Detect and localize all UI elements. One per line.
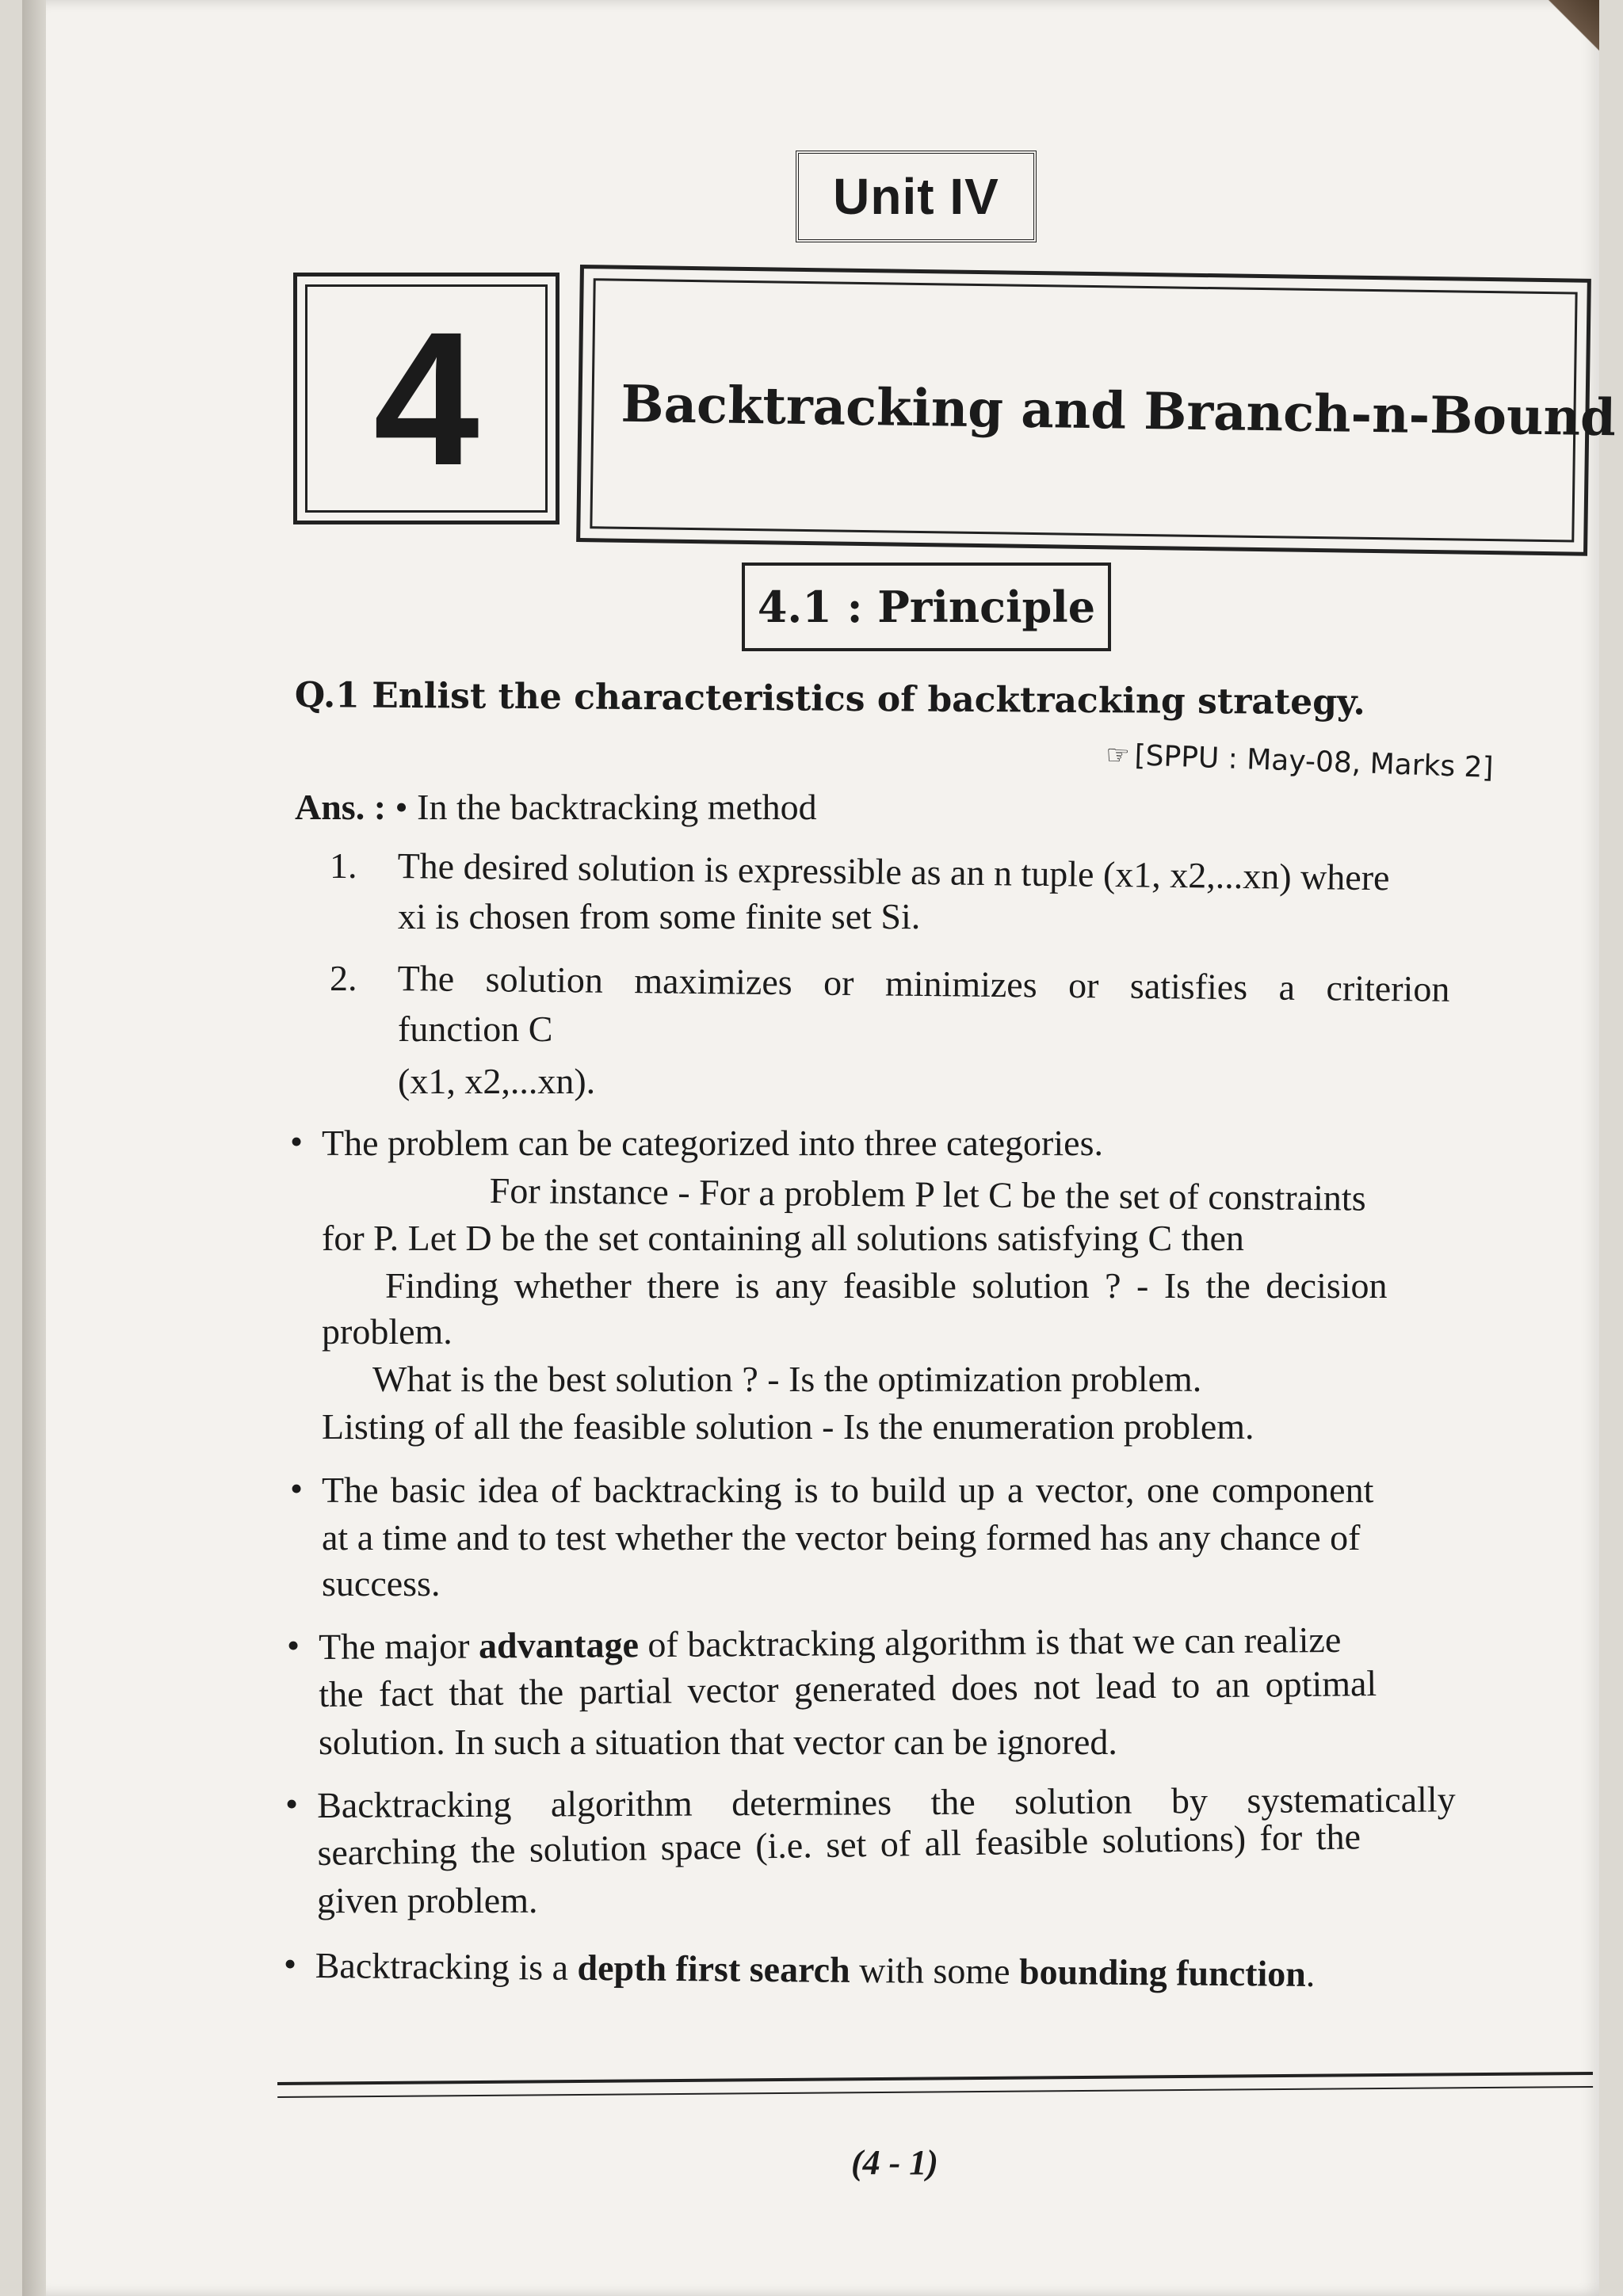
paragraph-line: problem. bbox=[322, 1311, 453, 1352]
paragraph-line: Listing of all the feasible solution - Is the enumeration problem. bbox=[322, 1406, 1254, 1447]
answer-intro-text: In the backtracking method bbox=[417, 787, 817, 827]
text-fragment: of backtracking algorithm is that we can realize bbox=[638, 1619, 1342, 1665]
book-cover-corner bbox=[1528, 0, 1599, 71]
answer-intro bbox=[295, 784, 817, 830]
pointing-hand-icon: ☞ bbox=[1105, 738, 1131, 772]
chapter-number-box bbox=[293, 273, 559, 524]
paragraph-line: searching the solution space (i.e. set of all feasible solutions) for the bbox=[317, 1816, 1361, 1873]
paragraph-line: Finding whether there is any feasible solution ? - Is the decision bbox=[385, 1265, 1388, 1306]
bullet-icon: • bbox=[287, 1625, 300, 1665]
paragraph-line: What is the best solution ? - Is the optimization problem. bbox=[372, 1359, 1202, 1399]
text-fragment: The major bbox=[319, 1625, 479, 1667]
paragraph-line: success. bbox=[322, 1563, 441, 1604]
paragraph-line bbox=[315, 1943, 1315, 1997]
question-text: Q.1 Enlist the characteristics of backtracking strategy. bbox=[294, 674, 1365, 723]
emphasis-text: bounding function bbox=[1018, 1951, 1307, 1994]
chapter-title-box bbox=[576, 265, 1617, 556]
chapter-number: 4 bbox=[305, 284, 548, 513]
answer-label: Ans. : bbox=[295, 787, 387, 827]
list-item-line: The desired solution is expressible as an n tuple (x1, x2,...xn) where bbox=[397, 845, 1390, 898]
section-heading: 4.1 : Principle bbox=[742, 563, 1111, 651]
text-fragment: Backtracking is a bbox=[315, 1945, 578, 1988]
paragraph-line: The basic idea of backtracking is to build up a vector, one component bbox=[322, 1470, 1374, 1510]
page-number: (4 - 1) bbox=[851, 2143, 938, 2182]
list-item-line: xi is chosen from some finite set Si. bbox=[398, 896, 921, 936]
paragraph-line: for P. Let D be the set containing all solutions satisfying C then bbox=[322, 1218, 1244, 1258]
paragraph-line: Backtracking algorithm determines the solution by systematically bbox=[317, 1779, 1456, 1825]
paragraph-line: the fact that the partial vector generated does not lead to an optimal bbox=[319, 1663, 1377, 1714]
bullet-icon: • bbox=[285, 1783, 299, 1824]
emphasis-text: depth first search bbox=[577, 1947, 850, 1990]
bullet-icon: • bbox=[395, 787, 418, 827]
bullet-icon: • bbox=[290, 1121, 304, 1161]
bullet-icon: • bbox=[284, 1943, 297, 1984]
paragraph-line: given problem. bbox=[317, 1880, 538, 1920]
paragraph-line: solution. In such a situation that vector can be ignored. bbox=[319, 1722, 1117, 1762]
list-item-line: The solution maximizes or minimizes or satisfies a criterion bbox=[397, 957, 1450, 1009]
chapter-title: Backtracking and Branch-n-Bound bbox=[590, 278, 1577, 542]
reference-text: [SPPU : May-08, Marks 2] bbox=[1133, 739, 1495, 785]
paragraph-line: at a time and to test whether the vector being formed has any chance of bbox=[322, 1517, 1361, 1558]
page-binding-shadow bbox=[22, 0, 46, 2296]
bullet-icon: • bbox=[290, 1468, 304, 1508]
paragraph-line: For instance - For a problem P let C be the set of constraints bbox=[489, 1169, 1366, 1219]
list-item-line: function C bbox=[398, 1009, 553, 1049]
text-fragment: . bbox=[1305, 1953, 1316, 1995]
list-item-number: 2. bbox=[330, 958, 357, 998]
emphasis-text: advantage bbox=[478, 1624, 640, 1666]
paragraph-line: The problem can be categorized into three categories. bbox=[322, 1123, 1103, 1163]
list-item-number: 1. bbox=[330, 845, 357, 886]
text-fragment: with some bbox=[850, 1949, 1020, 1992]
list-item-line: (x1, x2,...xn). bbox=[398, 1061, 596, 1101]
unit-label: Unit IV bbox=[796, 151, 1037, 242]
